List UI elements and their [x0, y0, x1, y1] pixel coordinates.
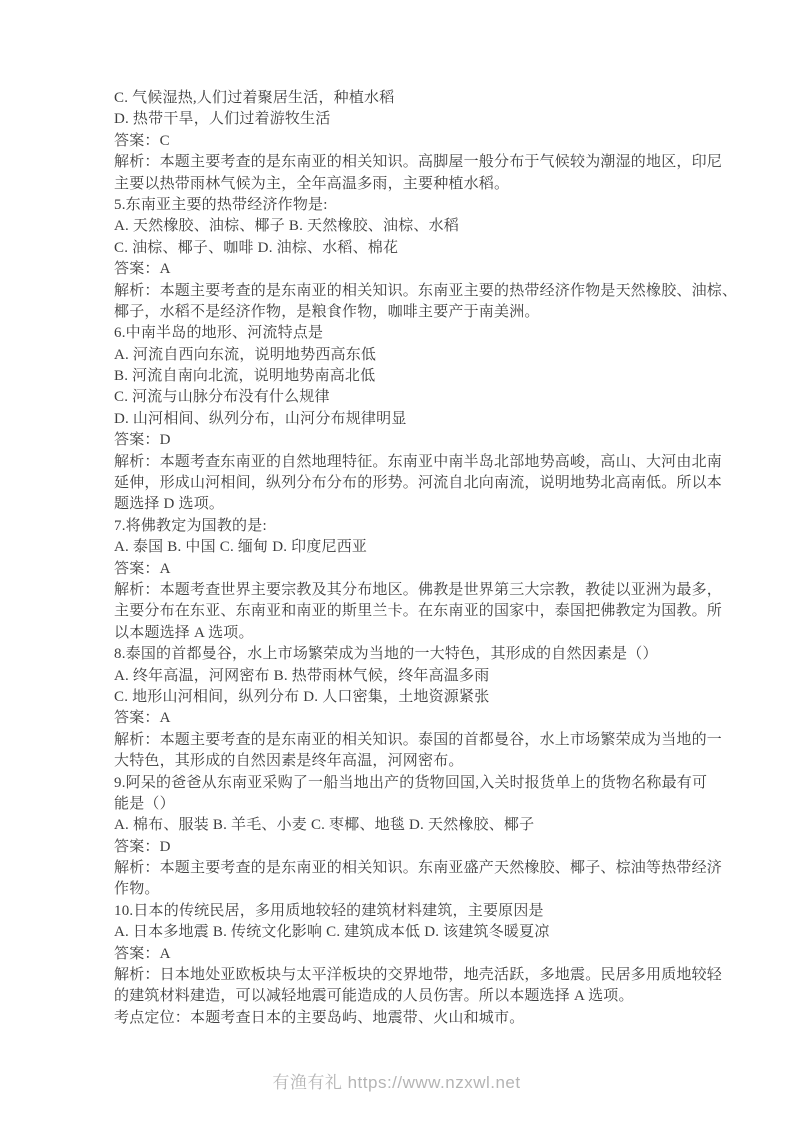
- text-line: 9.阿呆的爸爸从东南亚采购了一船当地出产的货物回国,入关时报货单上的货物名称最有可: [114, 774, 708, 791]
- text-line: 延伸，形成山河相间，纵列分布分布的形势。河流自北向南流，说明地势北高南低。所以本: [114, 475, 723, 492]
- text-line: 6.中南半岛的地形、河流特点是: [114, 325, 324, 342]
- text-line: 解析：本题主要考查的是东南亚的相关知识。高脚屋一般分布于气候较为潮湿的地区，印尼: [114, 154, 723, 171]
- text-line: D. 热带干旱，人们过着游牧生活: [114, 111, 331, 128]
- text-line: 主要以热带雨林气候为主，全年高温多雨，主要种植水稻。: [114, 175, 510, 192]
- text-line: 以本题选择 A 选项。: [114, 624, 254, 641]
- text-line: 7.将佛教定为国教的是:: [114, 517, 267, 534]
- text-line: 解析：本题主要考查的是东南亚的相关知识。泰国的首都曼谷，水上市场繁荣成为当地的一: [114, 731, 723, 748]
- text-line: 的建筑材料建造，可以减轻地震可能造成的人员伤害。所以本题选择 A 选项。: [114, 988, 634, 1005]
- text-line: 答案：A: [114, 710, 171, 727]
- text-line: C. 油棕、椰子、咖啡 D. 油棕、水稻、棉花: [114, 239, 399, 256]
- text-line: 椰子，水稻不是经济作物，是粮食作物，咖啡主要产于南美洲。: [114, 303, 540, 320]
- text-line: C. 地形山河相间，纵列分布 D. 人口密集，土地资源紧张: [114, 688, 490, 705]
- text-line: 解析：本题考查东南亚的自然地理特征。东南亚中南半岛北部地势高峻，高山、大河由北南: [114, 453, 723, 470]
- text-line: 解析：本题考查世界主要宗教及其分布地区。佛教是世界第三大宗教，教徒以亚洲为最多，: [114, 581, 723, 598]
- text-line: C. 河流与山脉分布没有什么规律: [114, 389, 330, 406]
- text-line: 能是（）: [114, 795, 175, 812]
- text-line: A. 天然橡胶、油棕、椰子 B. 天然橡胶、油棕、水稻: [114, 218, 459, 235]
- text-line: 答案：C: [114, 132, 170, 149]
- text-line: 考点定位：本题考查日本的主要岛屿、地震带、火山和城市。: [114, 1009, 525, 1026]
- text-line: 答案：A: [114, 560, 171, 577]
- text-line: 解析：日本地处亚欧板块与太平洋板块的交界地带，地壳活跃，多地震。民居多用质地较轻: [114, 967, 723, 984]
- footer-watermark: 有渔有礼 https://www.nzxwl.net: [272, 1073, 521, 1092]
- text-line: 答案：A: [114, 261, 171, 278]
- text-line: 8.泰国的首都曼谷，水上市场繁荣成为当地的一大特色，其形成的自然因素是（）: [114, 646, 658, 663]
- text-line: A. 日本多地震 B. 传统文化影响 C. 建筑成本低 D. 该建筑冬暖夏凉: [114, 924, 550, 941]
- text-line: 10.日本的传统民居，多用质地较轻的建筑材料建筑，主要原因是: [114, 902, 544, 919]
- text-line: 5.东南亚主要的热带经济作物是:: [114, 196, 328, 213]
- text-line: B. 河流自南向北流，说明地势南高北低: [114, 368, 376, 385]
- text-line: 题选择 D 选项。: [114, 496, 225, 513]
- text-line: 主要分布在东亚、东南亚和南亚的斯里兰卡。在东南亚的国家中，泰国把佛教定为国教。所: [114, 603, 723, 620]
- text-line: A. 棉布、服装 B. 羊毛、小麦 C. 枣椰、地毯 D. 天然橡胶、椰子: [114, 817, 535, 834]
- text-line: A. 终年高温，河网密布 B. 热带雨林气候，终年高温多雨: [114, 667, 490, 684]
- text-line: 解析：本题主要考查的是东南亚的相关知识。东南亚盛产天然橡胶、椰子、棕油等热带经济: [114, 860, 723, 877]
- text-line: 答案：A: [114, 945, 171, 962]
- text-line: 解析：本题主要考查的是东南亚的相关知识。东南亚主要的热带经济作物是天然橡胶、油棕、: [114, 282, 738, 299]
- text-line: 答案：D: [114, 432, 171, 449]
- text-line: C. 气候湿热,人们过着聚居生活，种植水稻: [114, 90, 395, 106]
- text-line: 大特色，其形成的自然因素是终年高温，河网密布。: [114, 753, 464, 770]
- text-line: 作物。: [114, 881, 160, 898]
- text-line: A. 河流自西向东流，说明地势西高东低: [114, 346, 377, 363]
- text-line: D. 山河相间、纵列分布，山河分布规律明显: [114, 410, 407, 427]
- document-body: [114, 88, 738, 1029]
- text-line: 答案：D: [114, 838, 171, 855]
- text-line: A. 泰国 B. 中国 C. 缅甸 D. 印度尼西亚: [114, 539, 368, 556]
